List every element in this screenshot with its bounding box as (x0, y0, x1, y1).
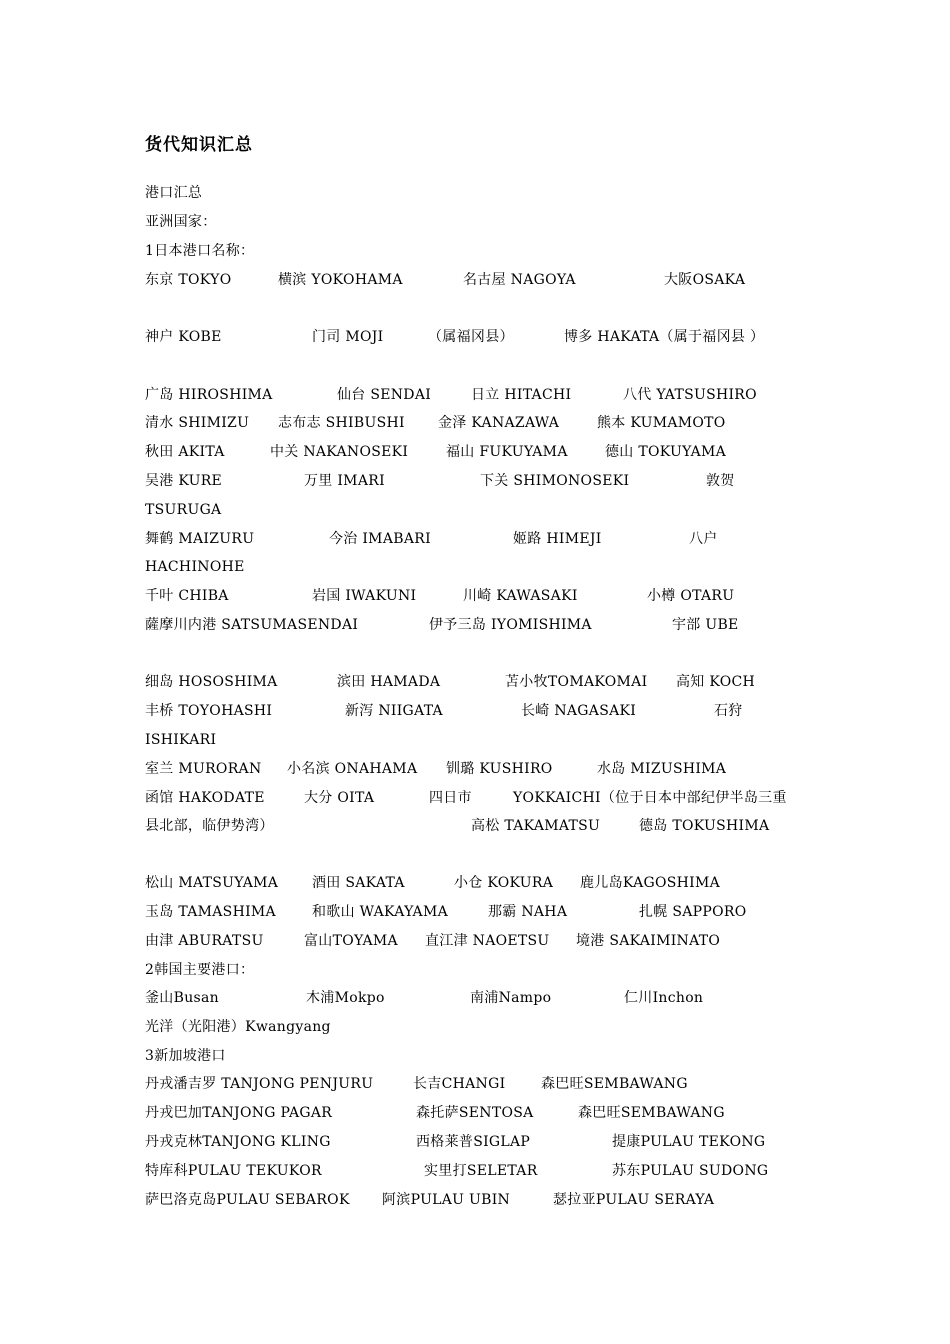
japan-port-entry: 薩摩川内港 SATSUMASENDAI (145, 617, 359, 633)
japan-port-entry: 德岛 TOKUSHIMA (639, 818, 770, 834)
japan-port-entry: 扎幌 SAPPORO (639, 904, 747, 920)
document-title: 货代知识汇总 (145, 135, 253, 155)
japan-port-entry: 中关 NAKANOSEKI (270, 444, 409, 460)
japan-port-entry: 高知 KOCH (676, 674, 756, 690)
japan-port-entry: 玉岛 TAMASHIMA (145, 904, 276, 920)
korea-port-entry: 仁川Inchon (624, 990, 704, 1006)
japan-row (0, 730, 950, 750)
japan-row (0, 442, 950, 462)
japan-row (0, 759, 950, 779)
japan-port-entry: 小樽 OTARU (647, 588, 735, 604)
japan-port-entry: 岩国 IWAKUNI (312, 588, 417, 604)
japan-port-entry: 钏璐 KUSHIRO (446, 761, 553, 777)
japan-port-entry: 伊予三岛 IYOMISHIMA (429, 617, 592, 633)
singapore-port-entry: 森巴旺SEMBAWANG (541, 1076, 688, 1092)
japan-port-entry: 门司 MOJI (312, 329, 384, 345)
japan-row (0, 327, 950, 347)
japan-port-entry: 境港 SAKAIMINATO (576, 933, 721, 949)
singapore-port-entry: 提康PULAU TEKONG (612, 1134, 766, 1150)
japan-row (0, 873, 950, 893)
japan-port-entry: 横滨 YOKOHAMA (278, 272, 403, 288)
singapore-port-entry: 实里打SELETAR (424, 1163, 538, 1179)
japan-port-entry: 仙台 SENDAI (337, 387, 432, 403)
japan-port-entry: 大分 OITA (304, 790, 375, 806)
korea-port-entry: 南浦Nampo (470, 990, 552, 1006)
japan-port-entry: 熊本 KUMAMOTO (597, 415, 726, 431)
japan-row (0, 931, 950, 951)
japan-port-entry: 万里 IMARI (304, 473, 385, 489)
singapore-port-entry: 森巴旺SEMBAWANG (578, 1105, 725, 1121)
japan-port-entry: 今治 IMABARI (329, 531, 431, 547)
japan-port-entry: 室兰 MURORAN (145, 761, 262, 777)
japan-port-entry: 松山 MATSUYAMA (145, 875, 279, 891)
japan-port-entry: 由津 ABURATSU (145, 933, 264, 949)
japan-row (0, 902, 950, 922)
japan-port-entry: 高松 TAKAMATSU (471, 818, 601, 834)
singapore-port-entry: 西格莱普SIGLAP (416, 1134, 531, 1150)
singapore-row (0, 1103, 950, 1123)
japan-heading: 1日本港口名称： (145, 243, 255, 259)
singapore-row (0, 1132, 950, 1152)
japan-row (0, 816, 950, 836)
singapore-port-entry: 瑟拉亚PULAU SERAYA (553, 1192, 715, 1208)
japan-row (0, 672, 950, 692)
singapore-port-entry: 苏东PULAU SUDONG (612, 1163, 769, 1179)
korea-row (0, 1017, 950, 1037)
japan-row (0, 413, 950, 433)
singapore-port-entry: 萨巴洛克岛PULAU SEBAROK (145, 1192, 350, 1208)
singapore-row (0, 1190, 950, 1210)
japan-port-entry: 宇部 UBE (672, 617, 739, 633)
japan-row (0, 586, 950, 606)
singapore-port-entry: 丹戎潘吉罗 TANJONG PENJURU (145, 1076, 374, 1092)
japan-port-entry: HACHINOHE (145, 559, 245, 575)
japan-port-entry: 神户 KOBE (145, 329, 222, 345)
japan-port-entry: 和歌山 WAKAYAMA (312, 904, 448, 920)
japan-port-entry: 石狩 (714, 703, 743, 719)
japan-row (0, 615, 950, 635)
japan-port-entry: （属福冈县） (428, 329, 514, 345)
korea-heading: 2韩国主要港口： (145, 962, 255, 978)
japan-port-entry: 县北部，临伊势湾） (145, 818, 274, 834)
korea-port-entry: 釜山Busan (145, 990, 219, 1006)
japan-port-entry: 新泻 NIIGATA (345, 703, 443, 719)
japan-port-entry: 秋田 AKITA (145, 444, 225, 460)
japan-port-entry: 姬路 HIMEJI (513, 531, 602, 547)
japan-row (0, 385, 950, 405)
singapore-port-entry: 特库科PULAU TEKUKOR (145, 1163, 322, 1179)
japan-row (0, 701, 950, 721)
japan-port-entry: 八户 (689, 531, 718, 547)
japan-port-entry: TSURUGA (145, 502, 222, 518)
japan-row (0, 471, 950, 491)
japan-port-entry: 日立 HITACHI (471, 387, 572, 403)
singapore-row (0, 1161, 950, 1181)
japan-port-entry: 志布志 SHIBUSHI (278, 415, 405, 431)
japan-port-entry: 滨田 HAMADA (337, 674, 441, 690)
japan-port-entry: 名古屋 NAGOYA (463, 272, 576, 288)
japan-port-entry: 函馆 HAKODATE (145, 790, 265, 806)
singapore-row (0, 1074, 950, 1094)
japan-port-entry: 千叶 CHIBA (145, 588, 229, 604)
japan-row (0, 500, 950, 520)
japan-port-entry: 博多 HAKATA（属于福冈县 ） (564, 329, 765, 345)
singapore-port-entry: 阿滨PULAU UBIN (382, 1192, 511, 1208)
japan-port-entry: 舞鹤 MAIZURU (145, 531, 255, 547)
japan-port-entry: 清水 SHIMIZU (145, 415, 250, 431)
japan-port-entry: YOKKAICHI（位于日本中部纪伊半岛三重 (513, 790, 787, 806)
japan-port-entry: 苫小牧TOMAKOMAI (505, 674, 648, 690)
japan-port-entry: 福山 FUKUYAMA (446, 444, 568, 460)
japan-port-entry: 酒田 SAKATA (312, 875, 405, 891)
korea-port-entry: 木浦Mokpo (306, 990, 385, 1006)
japan-port-entry: 长崎 NAGASAKI (521, 703, 637, 719)
japan-port-entry: 东京 TOKYO (145, 272, 232, 288)
singapore-port-entry: 长吉CHANGI (413, 1076, 506, 1092)
japan-row (0, 788, 950, 808)
singapore-port-entry: 森托萨SENTOSA (416, 1105, 534, 1121)
japan-port-entry: 敦贺 (706, 473, 735, 489)
singapore-port-entry: 丹戎巴加TANJONG PAGAR (145, 1105, 333, 1121)
japan-port-entry: 下关 SHIMONOSEKI (480, 473, 630, 489)
japan-port-entry: 大阪OSAKA (664, 272, 746, 288)
japan-port-entry: 金泽 KANAZAWA (438, 415, 560, 431)
japan-port-entry: 富山TOYAMA (304, 933, 398, 949)
japan-row (0, 529, 950, 549)
japan-port-entry: 广岛 HIROSHIMA (145, 387, 273, 403)
japan-port-entry: 那霸 NAHA (488, 904, 568, 920)
japan-port-entry: 八代 YATSUSHIRO (623, 387, 757, 403)
japan-port-entry: 细岛 HOSOSHIMA (145, 674, 278, 690)
korea-port-entry: 光洋（光阳港）Kwangyang (145, 1019, 331, 1035)
japan-port-entry: 直江津 NAOETSU (425, 933, 550, 949)
japan-port-entry: 小仓 KOKURA (454, 875, 554, 891)
japan-port-entry: 德山 TOKUYAMA (605, 444, 727, 460)
korea-row (0, 988, 950, 1008)
japan-port-entry: 吴港 KURE (145, 473, 223, 489)
region-heading: 亚洲国家： (145, 214, 217, 230)
singapore-heading: 3新加坡港口 (145, 1048, 226, 1064)
singapore-port-entry: 丹戎克林TANJONG KLING (145, 1134, 331, 1150)
japan-port-entry: 丰桥 TOYOHASHI (145, 703, 273, 719)
japan-row (0, 557, 950, 577)
japan-row (0, 270, 950, 290)
japan-port-entry: 川崎 KAWASAKI (463, 588, 578, 604)
japan-port-entry: 鹿儿岛KAGOSHIMA (580, 875, 721, 891)
japan-port-entry: 水岛 MIZUSHIMA (597, 761, 727, 777)
japan-port-entry: 小名滨 ONAHAMA (287, 761, 418, 777)
japan-port-entry: 四日市 (429, 790, 472, 806)
japan-port-entry: ISHIKARI (145, 732, 217, 748)
section-heading: 港口汇总 (145, 185, 203, 201)
